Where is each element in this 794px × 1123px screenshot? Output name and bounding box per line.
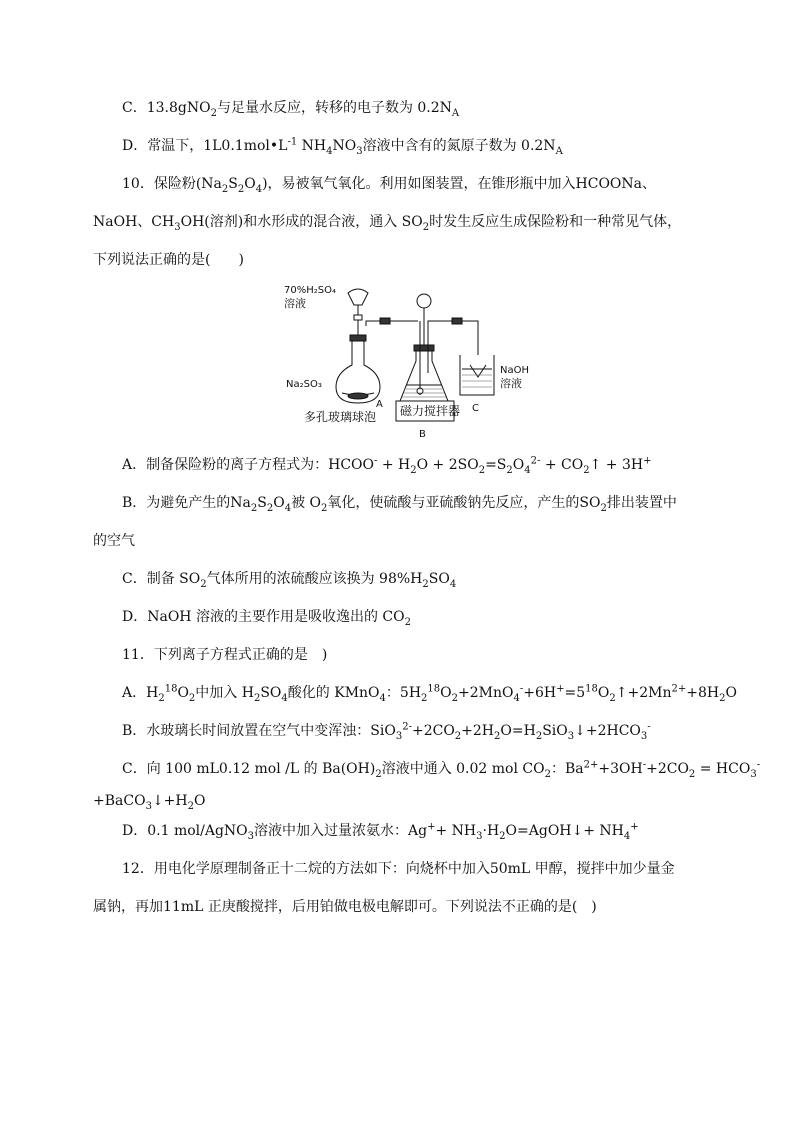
label-a: A xyxy=(376,399,383,410)
apparatus-figure xyxy=(282,283,529,441)
q12-stem-line2: 属钠，再加11mL 正庚酸搅拌，后用铂做电极电解即可。下列说法不正确的是( ) xyxy=(93,899,597,915)
q11-option-a: A．$H_2^{18}O_2$中加入 $H_2SO_4$酸化的 KMnO$_4$：$5H_2^{18}O_2+2MnO_4^-+6H^+=5^{18}O_2↑+2Mn^{2+}+8H_2O$ xyxy=(122,683,737,704)
q11-option-d: D．0.1 mol/AgNO$_3$溶液中加入过量浓氨水：$Ag^++ NH_3\cdot H_2O=AgOH↓+ NH_4^+$ xyxy=(122,821,639,842)
acid-solution-label: 溶液 xyxy=(284,297,306,310)
stopcock xyxy=(354,315,362,320)
acid-label: 70%H₂SO₄ xyxy=(284,285,336,296)
q10-stem-line2: NaOH、$CH_3OH$(溶剂)和水形成的混合液，通入 $SO_2$时发生反应生成保险粉和一种常见气体， xyxy=(93,214,682,233)
q9-option-d: D．常温下，$1L0.1mol•L^{-1}$ $NH_4NO_3$溶液中含有的氮原子数为 $0.2N_A$ xyxy=(122,136,563,157)
q10-option-c: C．制备 $SO_2$气体所用的浓硫酸应该换为 $98\%H_2SO_4$ xyxy=(122,571,457,590)
q10-stem-line1: 10．保险粉$(Na_2S_2O_4)$，易被氧气氧化。利用如图装置，在锥形瓶中加入HCOONa、 xyxy=(122,176,657,195)
q10-stem-line3: 下列说法正确的是( ) xyxy=(93,252,244,268)
q10-option-d: D．NaOH 溶液的主要作用是吸收逸出的 $CO_2$ xyxy=(122,609,411,628)
label-b: B xyxy=(419,429,426,440)
q10-option-a: A．制备保险粉的离子方程式为：HCOO- + $H_2O + 2SO_2=S_2O_4^{2-}$ + $CO_2↑ + 3H^+$ xyxy=(122,455,652,476)
dropping-funnel xyxy=(348,289,368,305)
q11-option-c-line1: C．向 100 mL0.12 mol /L 的 $Ba(OH)_2$溶液中通入 0.02 mol $CO_2$：$Ba^{2+}+3OH^-+2CO_2 = HCO_3^-$ xyxy=(122,759,761,780)
sodium-sulfite-label: Na₂SO₃ xyxy=(286,379,322,390)
naoh-label: NaOH xyxy=(500,365,529,376)
q11-option-c-line2: $+BaCO_3↓+H_2O$ xyxy=(93,793,206,812)
sodium-sulfite-solid xyxy=(348,393,368,399)
q9-option-c: C．13.8gNO$_2$与足量水反应，转移的电子数为 $0.2N_A$ xyxy=(122,100,460,119)
porous-bulb-label: 多孔玻璃球泡 xyxy=(304,410,377,424)
q10-option-b-line1: B．为避免产生的$Na_2S_2O_4$被 $O_2$氧化，使硫酸与亚硫酸钠先反应，产生的$SO_2$排出装置中 xyxy=(122,495,677,514)
q11-option-b: B．水玻璃长时间放置在空气中变浑浊：$SiO_3^{2-}+2CO_2+2H_2O=H_2SiO_3↓+2HCO_3^-$ xyxy=(122,721,651,742)
q10-option-b-line2: 的空气 xyxy=(93,533,135,549)
stirrer-label: 磁力搅拌器 xyxy=(400,404,461,418)
flask-stopper xyxy=(350,335,366,341)
label-c: C xyxy=(472,403,479,414)
q12-stem-line1: 12．用电化学原理制备正十二烷的方法如下：向烧杯中加入50mL 甲醇，搅拌中加少量金 xyxy=(122,861,675,877)
naoh-solution-label: 溶液 xyxy=(500,377,522,390)
q11-stem: 11．下列离子方程式正确的是 ) xyxy=(122,647,328,663)
funnel-b xyxy=(417,294,431,308)
